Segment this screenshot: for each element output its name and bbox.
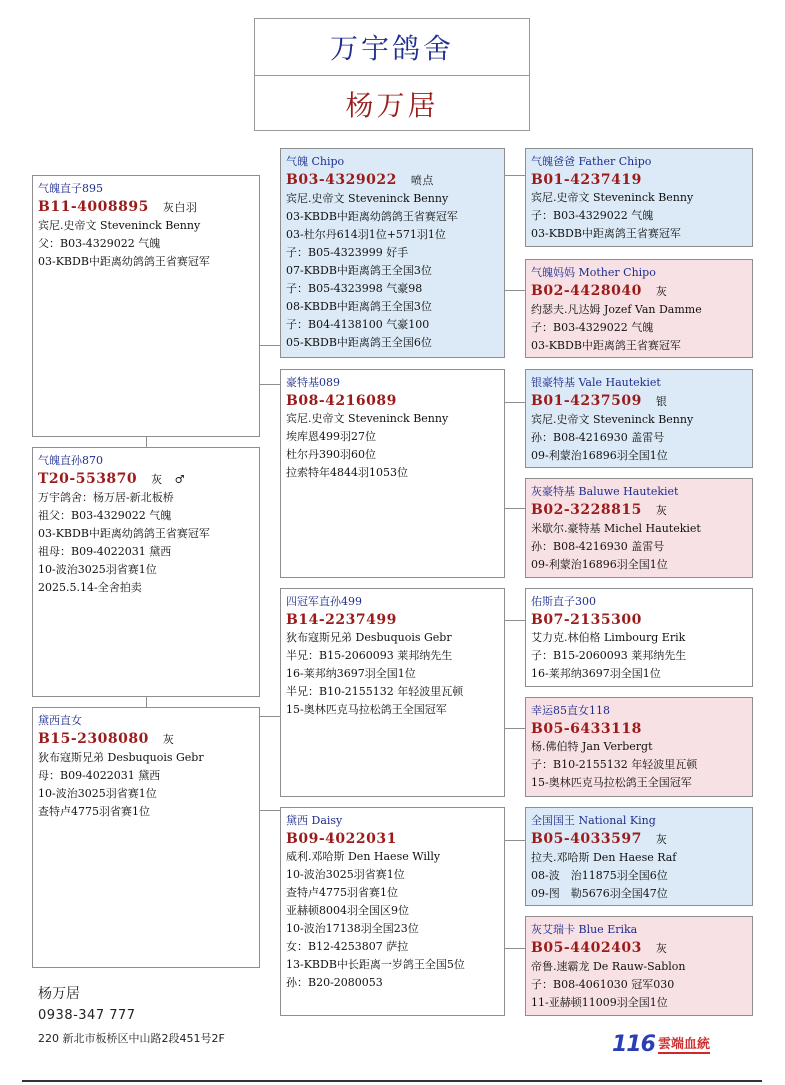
pedigree-line: 万宇鸽舍：杨万居-新北板桥 [38, 491, 174, 504]
feather-color: 灰 [655, 285, 668, 298]
owner-name: 杨万居 [345, 89, 439, 122]
feather-color: 喷点 [410, 174, 434, 187]
pigeon-name: 四冠军直孙499 [286, 595, 362, 608]
feather-color: 灰 [151, 473, 163, 486]
pedigree-line: 查特卢4775羽省赛1位 [38, 805, 150, 818]
ring-number: T20-553870 灰 ♂ [38, 471, 186, 487]
dam-dam-card [280, 807, 505, 1016]
ring-number: B05-6433118 [531, 721, 642, 737]
pigeon-name: 气魄直子895 [38, 182, 103, 195]
pedigree-line: 子：B08-4061030 冠军030 [531, 978, 675, 991]
pedigree-line: 子：B10-2155132 年轻波里瓦顿 [531, 758, 698, 771]
pigeon-name: 气魄 Chipo [286, 155, 345, 168]
pedigree-line: 杜尔丹390羽60位 [286, 448, 376, 461]
dam-sire-card [280, 588, 505, 797]
pedigree-line: 子：B03-4329022 气魄 [531, 209, 654, 222]
pedigree-line: 09-利蒙治16896羽全国1位 [531, 558, 668, 571]
feather-color: 灰 [655, 504, 668, 517]
sire-card [32, 175, 260, 437]
footer-owner: 杨万居 [38, 986, 80, 1002]
pedigree-line: 米歇尔.豪特基 Michel Hautekiet [531, 522, 701, 535]
pedigree-line: 子：B05-4323998 气豪98 [286, 282, 423, 295]
pedigree-line: 女：B12-4253807 萨拉 [286, 940, 409, 953]
pedigree-line: 07-KBDB中距离鸽王全国3位 [286, 264, 432, 277]
logo-text: 雲端血統 [658, 1033, 710, 1054]
connector-line [505, 175, 525, 176]
pedigree-line: 10-波治3025羽省赛1位 [38, 563, 157, 576]
feather-color: 灰 [162, 733, 175, 746]
pedigree-line: 狄布寇斯兄弟 Desbuquois Gebr [286, 631, 452, 644]
pedigree-line: 09-利蒙治16896羽全国1位 [531, 449, 668, 462]
connector-line [505, 948, 525, 949]
pedigree-line: 孙：B08-4216930 盖雷号 [531, 431, 665, 444]
pigeon-name: 豪特基089 [286, 376, 340, 389]
pedigree-line: 08-波 治11875羽全国6位 [531, 869, 668, 882]
pedigree-line: 16-莱邦纳3697羽全国1位 [531, 667, 661, 680]
connector-line [505, 620, 525, 621]
pigeon-name: 佑斯直子300 [531, 595, 596, 608]
ring-number: B14-2237499 [286, 612, 397, 628]
ring-number: B01-4237419 [531, 172, 642, 188]
pigeon-name: 气魄直孙870 [38, 454, 103, 467]
feather-color: 银 [655, 395, 668, 408]
pedigree-line: 祖父：B03-4329022 气魄 [38, 509, 172, 522]
connector-line [260, 345, 280, 346]
pedigree-line: 半兄：B15-2060093 莱邦纳先生 [286, 649, 453, 662]
pedigree-line: 半兄：B10-2155132 年轻波里瓦顿 [286, 685, 464, 698]
ring-number: B07-2135300 [531, 612, 642, 628]
pedigree-line: 子：B15-2060093 莱邦纳先生 [531, 649, 687, 662]
pedigree-line: 10-波治3025羽省赛1位 [38, 787, 157, 800]
pedigree-line: 15-奥林匹克马拉松鸽王全国冠军 [531, 776, 692, 789]
ring-number: B02-3228815 灰 [531, 502, 668, 518]
dam-dam-dam-card [525, 916, 753, 1016]
dam-sire-dam-card [525, 697, 753, 797]
pedigree-line: 16-莱邦纳3697羽全国1位 [286, 667, 416, 680]
sire-sire-dam-card [525, 259, 753, 358]
pedigree-line: 子：B03-4329022 气魄 [531, 321, 654, 334]
pedigree-line: 09-图 勒5676羽全国47位 [531, 887, 668, 900]
pigeon-name: 幸运85直女118 [531, 704, 610, 717]
pedigree-line: 13-KBDB中长距离一岁鸽王全国5位 [286, 958, 465, 971]
ring-number: B05-4402403 灰 [531, 940, 668, 956]
pigeon-name: 黛西直女 [38, 714, 82, 727]
ring-number: B15-2308080 灰 [38, 731, 175, 747]
dam-card [32, 707, 260, 968]
feather-color: 灰 [655, 833, 668, 846]
sire-dam-sire-card [525, 369, 753, 468]
connector-line [146, 437, 147, 447]
pedigree-line: 查特卢4775羽省赛1位 [286, 886, 398, 899]
pedigree-line: 03-KBDB中距离幼鸽鸽王省赛冠军 [286, 210, 458, 223]
pigeon-name: 全国国王 National King [531, 814, 656, 827]
feather-color: 灰白羽 [162, 201, 198, 214]
connector-line [505, 840, 525, 841]
pedigree-line: 2025.5.14-全舍拍卖 [38, 581, 142, 594]
pedigree-line: 10-波治17138羽全国23位 [286, 922, 419, 935]
male-icon: ♂ [174, 473, 186, 486]
connector-line [505, 402, 525, 403]
logo-number: 116 [612, 1032, 655, 1057]
pigeon-name: 银豪特基 Vale Hautekiet [531, 376, 661, 389]
brand-logo [612, 1031, 710, 1057]
bottom-divider [22, 1080, 762, 1082]
connector-line [260, 716, 280, 717]
sire-sire-card [280, 148, 505, 358]
pedigree-line: 宾尼.史帝文 Steveninck Benny [286, 412, 449, 425]
ring-number: B05-4033597 灰 [531, 831, 668, 847]
pedigree-line: 05-KBDB中距离鸽王全国6位 [286, 336, 432, 349]
connector-line [146, 697, 147, 707]
ring-number: B03-4329022 喷点 [286, 172, 434, 188]
pedigree-line: 艾力克.林伯格 Limbourg Erik [531, 631, 686, 644]
dam-sire-sire-card [525, 588, 753, 687]
subject-card [32, 447, 260, 697]
pedigree-line: 帝鲁.速霸龙 De Rauw-Sablon [531, 960, 686, 973]
pedigree-line: 宾尼.史帝文 Steveninck Benny [531, 413, 694, 426]
connector-line [260, 810, 280, 811]
pedigree-line: 11-亚赫顿11009羽全国1位 [531, 996, 668, 1009]
dam-dam-sire-card [525, 807, 753, 906]
pedigree-line: 03-杜尔丹614羽1位+571羽1位 [286, 228, 446, 241]
footer-phone: 0938-347 777 [38, 1008, 136, 1023]
ring-number: B02-4428040 灰 [531, 283, 668, 299]
pigeon-name: 气魄妈妈 Mother Chipo [531, 266, 656, 279]
sire-dam-card [280, 369, 505, 578]
pedigree-line: 亚赫顿8004羽全国区9位 [286, 904, 409, 917]
pedigree-line: 宾尼.史帝文 Steveninck Benny [38, 219, 201, 232]
pigeon-name: 灰豪特基 Baluwe Hautekiet [531, 485, 679, 498]
pedigree-line: 宾尼.史帝文 Steveninck Benny [286, 192, 449, 205]
ring-number: B11-4008895 灰白羽 [38, 199, 198, 215]
sire-dam-dam-card [525, 478, 753, 578]
feather-color: 灰 [655, 942, 668, 955]
pedigree-line: 拉索特年4844羽1053位 [286, 466, 408, 479]
connector-line [260, 384, 280, 385]
connector-line [505, 728, 525, 729]
pedigree-line: 宾尼.史帝文 Steveninck Benny [531, 191, 694, 204]
pigeon-name: 灰艾瑞卡 Blue Erika [531, 923, 638, 936]
sire-sire-sire-card [525, 148, 753, 247]
pedigree-line: 威利.邓哈斯 Den Haese Willy [286, 850, 441, 863]
pedigree-line: 子：B04-4138100 气豪100 [286, 318, 430, 331]
pedigree-line: 03-KBDB中距离幼鸽鸽王省赛冠军 [38, 255, 210, 268]
pedigree-line: 孙：B20-2080053 [286, 976, 383, 989]
pigeon-name: 黛西 Daisy [286, 814, 343, 827]
connector-line [505, 290, 525, 291]
pedigree-line: 15-奥林匹克马拉松鸽王全国冠军 [286, 703, 447, 716]
pedigree-line: 埃库恩499羽27位 [286, 430, 376, 443]
ring-number: B01-4237509 银 [531, 393, 668, 409]
pedigree-line: 孙：B08-4216930 盖雷号 [531, 540, 665, 553]
pigeon-name: 气魄爸爸 Father Chipo [531, 155, 652, 168]
pedigree-line: 拉夫.邓哈斯 Den Haese Raf [531, 851, 677, 864]
pedigree-line: 03-KBDB中距离鸽王省赛冠军 [531, 227, 681, 240]
pedigree-line: 子：B05-4323999 好手 [286, 246, 409, 259]
pedigree-line: 08-KBDB中距离鸽王全国3位 [286, 300, 432, 313]
pedigree-line: 10-波治3025羽省赛1位 [286, 868, 405, 881]
pedigree-line: 狄布寇斯兄弟 Desbuquois Gebr [38, 751, 204, 764]
pedigree-line: 杨.佛伯特 Jan Verbergt [531, 740, 653, 753]
ring-number: B09-4022031 [286, 831, 397, 847]
connector-line [505, 508, 525, 509]
header-title-box [254, 18, 530, 131]
pedigree-line: 03-KBDB中距离鸽王省赛冠军 [531, 339, 681, 352]
pedigree-line: 约瑟夫.凡达姆 Jozef Van Damme [531, 303, 702, 316]
contact-footer [38, 983, 225, 1049]
pedigree-line: 父：B03-4329022 气魄 [38, 237, 161, 250]
ring-number: B08-4216089 [286, 393, 397, 409]
pedigree-line: 祖母：B09-4022031 黛西 [38, 545, 172, 558]
loft-name: 万宇鸽舍 [255, 19, 529, 76]
pedigree-line: 03-KBDB中距离幼鸽鸽王省赛冠军 [38, 527, 210, 540]
pedigree-line: 母：B09-4022031 黛西 [38, 769, 161, 782]
footer-address: 220 新北市板桥区中山路2段451号2F [38, 1032, 225, 1045]
